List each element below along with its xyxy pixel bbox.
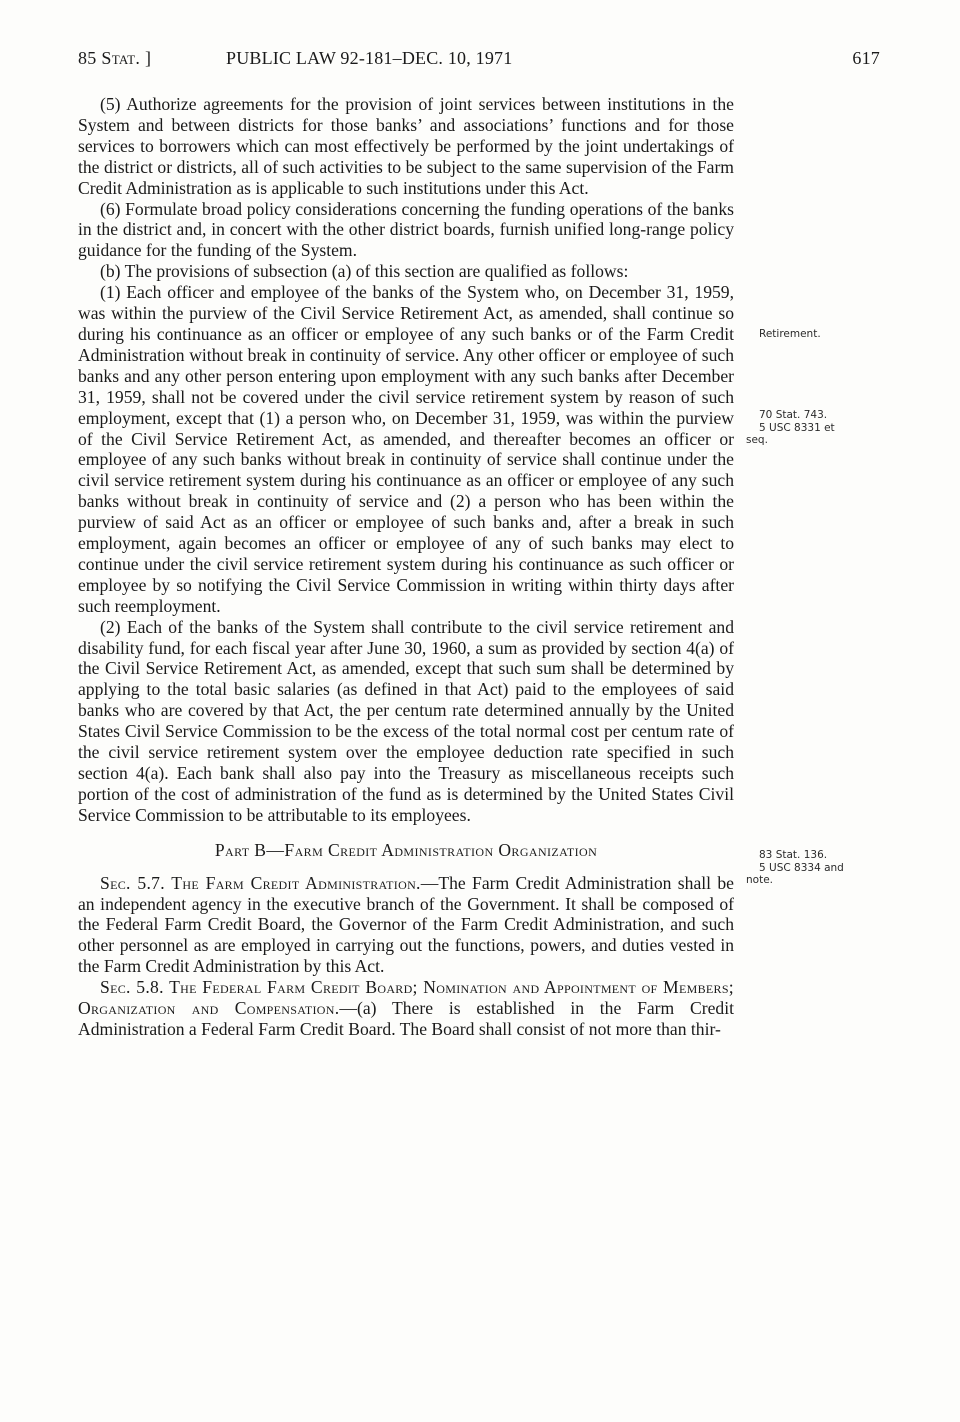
paragraph-5: (5) Authorize agreements for the provision of joint services between institutions in the System and between districts for those banks’ and associations’ functions and for those services to borrowers which can most effectively be performed by the joint undertakings of the district or districts, all of such activities to be subject to the same supervision of the Farm Credit Administration as is applicable to such institutions under this Act.: [78, 94, 734, 198]
section-5-7: [78, 873, 734, 978]
margin-note-citation-2: 83 Stat. 136. 5 USC 8334 and note.: [746, 849, 844, 886]
paragraph-b: (b) The provisions of subsection (a) of this section are qualified as follows:: [100, 261, 629, 282]
paragraph-b-2: (2) Each of the banks of the System shall contribute to the civil service retirement and disability fund, for each fiscal year after June 30, 1960, a sum as provided by section 4(a) of the Civil Service Retirement Act, as amended, except that such sum shall be determined by applying to the total basic salaries (as defined in that Act) paid to the employees of said banks who are covered by that Act, the per centum rate determined annually by the United States Civil Service Commission to be the excess of the total normal cost per centum rate of the civil service retirement system over the employee deduction rate specified in such section 4(a). Each bank shall also pay into the Treasury as miscellaneous receipts such portion of the cost of administration of the fund as is determined by the United States Civil Service Commission to be attributable to its employees.: [78, 616, 734, 825]
margin-note-retirement: Retirement.: [759, 328, 821, 340]
page-header: [78, 48, 880, 72]
statute-reference: 85 Stat. ]: [78, 48, 152, 68]
body-text: [78, 94, 734, 1040]
part-b-heading: Part B—Farm Credit Administration Organization: [214, 839, 598, 860]
section-5-8-heading: Sec. 5.8. The Federal Farm Credit Board; Nomination and Appointment of Members; Organization and Compensation.: [78, 977, 734, 1019]
law-title: PUBLIC LAW 92-181–DEC. 10, 1971: [226, 48, 513, 68]
section-5-7-text: —The Farm Credit Administration shall be an independent agency in the executive branch of the Government. It shall be composed of the Federal Farm Credit Board, the Governor of the Farm Credit Administration, and such other personnel as are employed in carrying out the functions, powers, and duties vested in the Farm Credit Administration by this Act.: [78, 872, 734, 977]
paragraph-b-1: (1) Each officer and employee of the banks of the System who, on December 31, 1959, was within the purview of the Civil Service Retirement Act, as amended, shall continue so during his continuance as an officer or employee of any such banks or of the Farm Credit Administration without break in continuity of service. Any other officer or employee of such banks and any other person entering upon employment with any such banks after December 31, 1959, shall not be covered under the civil service retirement system by reason of such employment, except that (1) a person who, on December 31, 1959, was within the purview of the Civil Service Retirement Act, as amended, and thereafter becomes an officer or employee of any such banks without break in continuity of service shall continue under the civil service retirement system during his continuance as an officer or employee of any such banks without break in continuity of service and (2) a person who has been within the purview of said Act as an officer or employee of such banks and, after a break in such employment, again becomes an officer or employee of any of such banks may elect to continue under the civil service retirement system during his continuance as such officer or employee by so notifying the Civil Service Commission in writing within thirty days after such reemployment.: [78, 282, 734, 616]
margin-note-citation-1: 70 Stat. 743. 5 USC 8331 et seq.: [746, 409, 835, 446]
section-5-8-text: —(a) There is established in the Farm Credit Administration a Federal Farm Credit Board. The Board shall consist of not more than thir-: [78, 998, 734, 1039]
section-5-8: [78, 977, 734, 1040]
section-5-7-heading: Sec. 5.7. The Farm Credit Administration.: [100, 872, 421, 893]
page-number: 617: [852, 48, 880, 68]
paragraph-6: (6) Formulate broad policy considerations concerning the funding operations of the banks in the district and, in concert with the other district boards, furnish unified long-range policy guidance for the funding of the System.: [78, 198, 734, 261]
